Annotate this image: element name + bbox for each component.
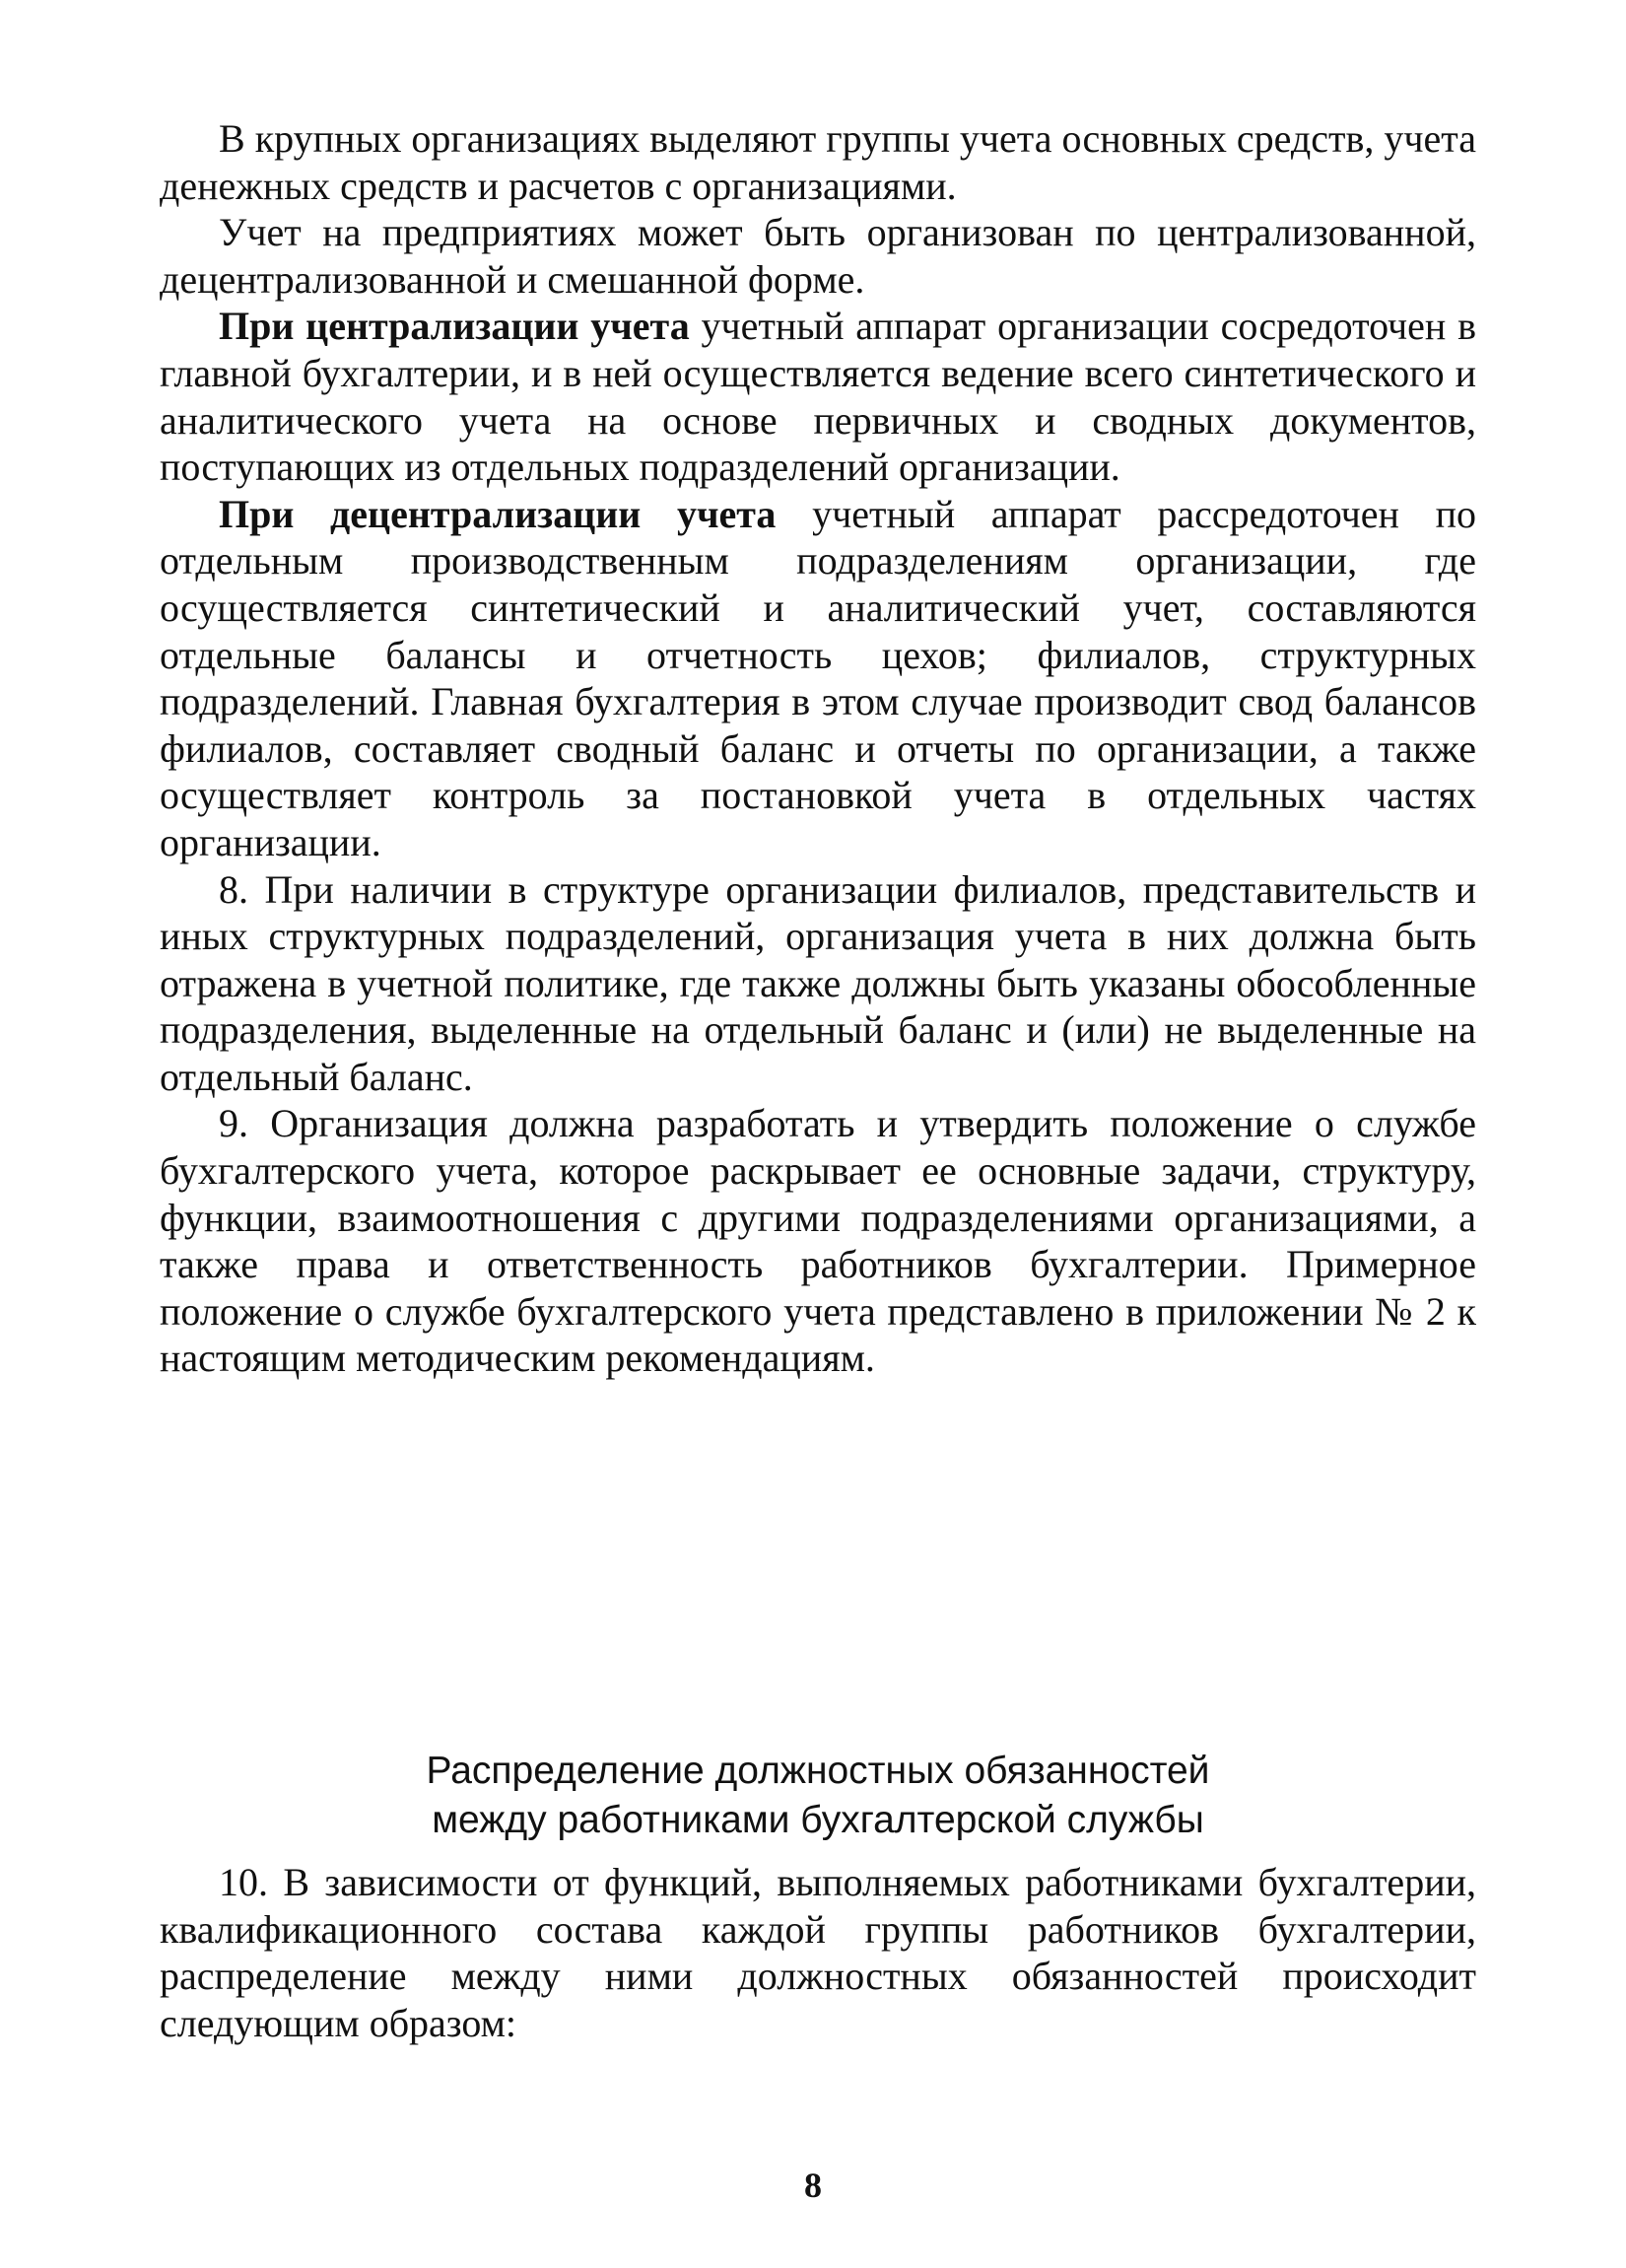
paragraph-centralization	[160, 303, 1476, 490]
paragraph-text: В крупных организациях выделяют группы учета основных средств, учета денежных средств и расчетов с организациями.	[160, 116, 1476, 208]
body-text-bottom	[160, 1859, 1476, 2046]
paragraph-large-organizations	[160, 115, 1476, 209]
bold-term: При децентрализации учета	[219, 491, 777, 536]
paragraph-text: 9. Организация должна разработать и утвердить положение о службе бухгалтерского учета, которое раскрывает ее основные задачи, структуру, функции, взаимоотношения с другими подразделениями организациями, а также права и ответственность работников бухгалтерии. Примерное положение о службе бухгалтерского учета представлено в приложении № 2 к настоящим методическим рекомендациям.	[160, 1101, 1476, 1381]
paragraph-text: 10. В зависимости от функций, выполняемых работниками бухгалтерии, квалификационного состава каждой группы работников бухгалтерии, распределение между ними должностных обязанностей происходит следующим образом:	[160, 1860, 1476, 2045]
section-heading	[160, 1747, 1476, 1845]
heading-line-1: Распределение должностных обязанностей	[426, 1750, 1210, 1792]
paragraph-text: учетный аппарат рассредоточен по отдельным производственным подразделениям организации, где осуществляется синтетический и аналитический учет, составляются отдельные балансы и отчетность цехов; филиалов, структурных подразделений. Главная бухгалтерия в этом случае производит свод балансов филиалов, составляет сводный баланс и отчеты по организации, а также осуществляет контроль за постановкой учета в отдельных частях организации.	[160, 491, 1476, 864]
paragraph-item-8	[160, 866, 1476, 1101]
paragraph-decentralization	[160, 491, 1476, 866]
bold-term: При централизации учета	[219, 304, 690, 349]
page-number: 8	[804, 2165, 822, 2205]
paragraph-item-9	[160, 1100, 1476, 1382]
body-text-top	[160, 115, 1476, 1382]
paragraph-item-10	[160, 1859, 1476, 2046]
paragraph-accounting-forms	[160, 209, 1476, 303]
paragraph-text: учетный аппарат организации сосредоточен в главной бухгалтерии, и в ней осуществляется ведение всего синтетического и аналитического учета на основе первичных и сводных документов, поступающих из отдельных подразделений организации.	[160, 304, 1477, 490]
heading-line-2: между работниками бухгалтерской службы	[432, 1799, 1204, 1841]
paragraph-text: Учет на предприятиях может быть организован по централизованной, децентрализованной и смешанной форме.	[160, 210, 1476, 302]
paragraph-text: 8. При наличии в структуре организации филиалов, представительств и иных структурных подразделений, организация учета в них должна быть отражена в учетной политике, где также должны быть указаны обособленные подразделения, выделенные на отдельный баланс и (или) не выделенные на отдельный баланс.	[160, 866, 1476, 1099]
